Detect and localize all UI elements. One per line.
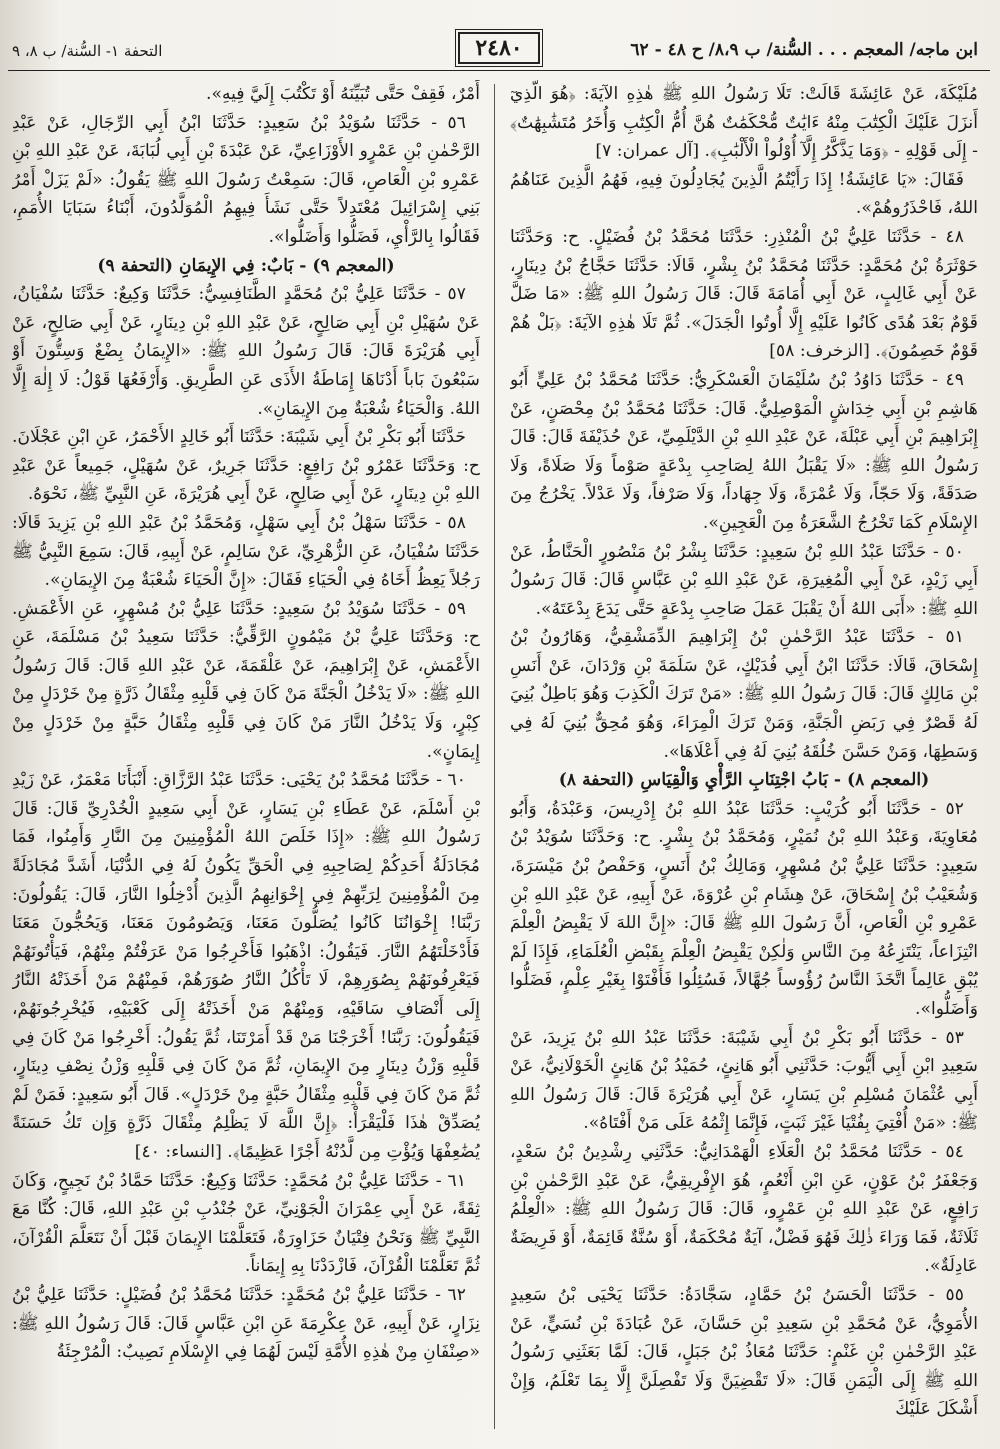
hadith-paragraph: أَمْرٌ، فَقِفْ حَتَّى تُبَيِّنَهُ أَوْ تَكْتُبَ إِلَيَّ فِيهِ». — [205, 84, 480, 104]
hadith-paragraph: ٥٣ - حَدَّثَنَا أَبُو بَكْرِ بْنُ أَبِي شَيْبَةَ: حَدَّثَنَا عَبْدُ اللهِ بْنُ يَزِيدَ، عَنْ سَعِيدِ ابْنِ أَبِي أَيُّوبَ: حَدَّثَنِي أَبُو هَانِئٍ، حُمَيْدُ بْنُ هَانِئٍ الْخَوْلَانِيُّ، عَنْ أَبِي عُثْمَانَ مُسْلِمِ بْنِ يَسَارٍ، عَنْ أَبِي هُرَيْرَةَ قَالَ: قَالَ رَسُولُ اللهِ ﷺ: «مَنْ أُفْتِيَ بِفُتْيَا غَيْرَ ثَبَتٍ، فَإِنَّمَا إِثْمُهُ عَلَى مَنْ أَفْتَاهُ». — [510, 1027, 978, 1134]
page-number-box: ٢٤٨٠ — [458, 32, 540, 64]
hadith-paragraph: ٤٨ - حَدَّثَنَا عَلِيُّ بْنُ الْمُنْذِرِ: حَدَّثَنَا مُحَمَّدُ بْنُ فُضَيْلٍ. ح: وَحَدَّثَنَا حَوْثَرَةُ بْنُ مُحَمَّدٍ: حَدَّثَنَا مُحَمَّدُ بْنُ بِشْرٍ، قَالَا: حَدَّثَنَا حَجَّاجُ بْنُ دِينَارٍ، عَنْ أَبِي غَالِبٍ، عَنْ أَبِي أُمَامَةَ قَالَ: قَالَ رَسُولُ اللهِ ﷺ: «مَا ضَلَّ قَوْمٌ بَعْدَ هُدًى كَانُوا عَلَيْهِ إِلَّا أُوتُوا الْجَدَلَ». ثُمَّ تَلَا هٰذِهِ الآيَةَ: ﴿بَلْ هُمْ قَوْمٌ خَصِمُونَ﴾. [الزخرف: ٥٨] — [510, 226, 978, 362]
hadith-paragraph: ٦١ - حَدَّثَنَا عَلِيُّ بْنُ مُحَمَّدٍ: حَدَّثَنَا وَكِيعٌ: حَدَّثَنَا حَمَّادُ بْنُ نَجِيحٍ، وَكَانَ ثِقَةً، عَنْ أَبِي عِمْرَانَ الْجَوْنِيِّ، عَنْ جُنْدُبِ بْنِ عَبْدِ اللهِ، قَالَ: كُنَّا مَعَ النَّبِيِّ ﷺ وَنَحْنُ فِتْيَانٌ حَزَاوِرَةٌ، فَتَعَلَّمْنَا الإِيمَانَ قَبْلَ أَنْ نَتَعَلَّمَ الْقُرْآنَ، ثُمَّ تَعَلَّمْنَا الْقُرْآنَ، فَازْدَدْنَا بِهِ إِيمَاناً. — [12, 1170, 480, 1277]
column-divider — [494, 84, 495, 1429]
hadith-paragraph: ٥٠ - حَدَّثَنَا عَبْدُ اللهِ بْنُ سَعِيدٍ: حَدَّثَنَا بِشْرُ بْنُ مَنْصُورٍ الْحَنَّاطُ، عَنْ أَبِي زَيْدٍ، عَنْ أَبِي الْمُغِيرَةِ، عَنْ عَبْدِ اللهِ بْنِ عَبَّاسٍ قَالَ: قَالَ رَسُولُ اللهِ ﷺ: «أَبَى اللهُ أَنْ يَقْبَلَ عَمَلَ صَاحِبِ بِدْعَةٍ حَتَّى يَدَعَ بِدْعَتَهُ». — [510, 541, 978, 619]
hadith-paragraph: فَقَالَ: «يَا عَائِشَةُ! إِذَا رَأَيْتُمُ الَّذِينَ يُجَادِلُونَ فِيهِ، فَهُمُ الَّذِينَ عَنَاهُمُ اللهُ، فَاحْذَرُوهُمْ». — [510, 169, 978, 219]
chapter-heading: (المعجم ٩) - بَابٌ: فِي الإِيمَانِ (التحفة ٩) — [97, 255, 395, 276]
chapter-heading: (المعجم ٨) - بَابُ اجْتِنَابِ الرَّأْيِ وَالْقِيَاسِ (التحفة ٨) — [558, 770, 930, 791]
hadith-paragraph: ٥٢ - حَدَّثَنَا أَبُو كُرَيْبٍ: حَدَّثَنَا عَبْدُ اللهِ بْنُ إِدْرِيسَ، وَعَبْدَةُ، وَأَبُو مُعَاوِيَةَ، وَعَبْدُ اللهِ بْنُ نُمَيْرٍ، وَمُحَمَّدُ بْنُ بِشْرٍ. ح: وَحَدَّثَنَا سُوَيْدُ بْنُ سَعِيدٍ: حَدَّثَنَا عَلِيُّ بْنُ مُسْهِرٍ، وَمَالِكُ بْنُ أَنَسٍ، وَحَفْصُ بْنُ مَيْسَرَةَ، وَشُعَيْبُ بْنُ إِسْحَاقَ، عَنْ هِشَامِ بْنِ عُرْوَةَ، عَنْ أَبِيهِ، عَنْ عَبْدِ اللهِ بْنِ عَمْرِو بْنِ الْعَاصِ، أَنَّ رَسُولَ اللهِ ﷺ قَالَ: «إِنَّ اللهَ لَا يَقْبِضُ الْعِلْمَ انْتِزَاعاً، يَنْتَزِعُهُ مِنَ النَّاسِ وَلٰكِنْ يَقْبِضُ الْعِلْمَ بِقَبْضِ الْعُلَمَاءِ، فَإِذَا لَمْ يُبْقِ عَالِماً اتَّخَذَ النَّاسُ رُؤُوساً جُهَّالاً، فَسُئِلُوا فَأَفْتَوْا بِغَيْرِ عِلْمٍ، فَضَلُّوا وَأَضَلُّوا». — [510, 798, 978, 1019]
hadith-paragraph: ٦٠ - حَدَّثَنَا مُحَمَّدُ بْنُ يَحْيَى: حَدَّثَنَا عَبْدُ الرَّزَّاقِ: أَنْبَأَنَا مَعْمَرٌ، عَنْ زَيْدِ بْنِ أَسْلَمَ، عَنْ عَطَاءِ بْنِ يَسَارٍ، عَنْ أَبِي سَعِيدٍ الْخُدْرِيِّ قَالَ: قَالَ رَسُولُ اللهِ ﷺ: «إِذَا خَلَصَ اللهُ الْمُؤْمِنِينَ مِنَ النَّارِ وَأَمِنُوا، فَمَا مُجَادَلَةُ أَحَدِكُمْ لِصَاحِبِهِ فِي الْحَقِّ يَكُونُ لَهُ فِي الدُّنْيَا، أَشَدَّ مُجَادَلَةً مِنَ الْمُؤْمِنِينَ لِرَبِّهِمْ فِي إِخْوَانِهِمُ الَّذِينَ أُدْخِلُوا النَّارَ، قَالَ: يَقُولُونَ: رَبَّنَا! إِخْوَانُنَا كَانُوا يُصَلُّونَ مَعَنَا، وَيَصُومُونَ مَعَنَا، وَيَحُجُّونَ مَعَنَا فَأَدْخَلْتَهُمُ النَّارَ. فَيَقُولُ: اذْهَبُوا فَأَخْرِجُوا مَنْ عَرَفْتُمْ مِنْهُمْ، فَيَأْتُونَهُمْ فَيَعْرِفُونَهُمْ بِصُوَرِهِمْ، لَا تَأْكُلُ النَّارُ صُوَرَهُمْ، فَمِنْهُمْ مَنْ أَخَذَتْهُ النَّارُ إِلَى أَنْصَافِ سَاقَيْهِ، وَمِنْهُمْ مَنْ أَخَذَتْهُ إِلَى كَعْبَيْهِ، فَيُخْرِجُونَهُمْ، فَيَقُولُونَ: رَبَّنَا! أَخْرَجْنَا مَنْ قَدْ أَمَرْتَنَا، ثُمَّ يَقُولُ: أَخْرِجُوا مَنْ كَانَ فِي قَلْبِهِ وَزْنُ دِينَارٍ مِنَ الإِيمَانِ، ثُمَّ مَنْ كَانَ فِي قَلْبِهِ وَزْنُ نِصْفِ دِينَارٍ، ثُمَّ مَنْ كَانَ فِي قَلْبِهِ مِثْقَالُ حَبَّةٍ مِنْ خَرْدَلٍ». قَالَ أَبُو سَعِيدٍ: فَمَنْ لَمْ يُصَدِّقْ هٰذَا فَلْيَقْرَأْ: ﴿إِنَّ اللَّهَ لَا يَظْلِمُ مِثْقَالَ ذَرَّةٍ وَإِن تَكُ حَسَنَةً يُضَٰعِفْهَا وَيُؤْتِ مِن لَّدُنْهُ أَجْرًا عَظِيمًا﴾. [النساء: ٤٠] — [12, 770, 480, 1162]
hadith-paragraph: ٥٤ - حَدَّثَنَا مُحَمَّدُ بْنُ الْعَلَاءِ الْهَمْدَانِيُّ: حَدَّثَنِي رِشْدِينُ بْنُ سَعْدٍ، وَجَعْفَرُ بْنُ عَوْنٍ، عَنِ ابْنِ أَنْعُمٍ، هُوَ الإِفْرِيقِيُّ، عَنْ عَبْدِ الرَّحْمٰنِ بْنِ رَافِعٍ، عَنْ عَبْدِ اللهِ بْنِ عَمْرٍو، قَالَ: قَالَ رَسُولُ اللهِ ﷺ: «الْعِلْمُ ثَلَاثَةٌ، فَمَا وَرَاءَ ذٰلِكَ فَهُوَ فَضْلٌ، آيَةٌ مُحْكَمَةٌ، أَوْ سُنَّةٌ قَائِمَةٌ، أَوْ فَرِيضَةٌ عَادِلَةٌ». — [510, 1141, 978, 1277]
left-column — [12, 80, 480, 1435]
header-rule — [8, 70, 990, 71]
hadith-paragraph: ٦٢ - حَدَّثَنَا عَلِيُّ بْنُ مُحَمَّدٍ: حَدَّثَنَا مُحَمَّدُ بْنُ فُضَيْلٍ: حَدَّثَنَا عَلِيُّ بْنُ نِزَارٍ، عَنْ أَبِيهِ، عَنْ عِكْرِمَةَ عَنِ ابْنِ عَبَّاسٍ قَالَ: قَالَ رَسُولُ اللهِ ﷺ: «صِنْفَانِ مِنْ هٰذِهِ الأُمَّةِ لَيْسَ لَهُمَا فِي الإِسْلَامِ نَصِيبٌ: الْمُرْجِئَةُ — [12, 1284, 480, 1363]
hadith-paragraph: ٥٧ - حَدَّثَنَا عَلِيُّ بْنُ مُحَمَّدٍ الطَّنَافِسِيُّ: حَدَّثَنَا وَكِيعٌ: حَدَّثَنَا سُفْيَانُ، عَنْ سُهَيْلِ بْنِ أَبِي صَالِحٍ، عَنْ عَبْدِ اللهِ بْنِ دِينَارٍ، عَنْ أَبِي صَالِحٍ، عَنْ أَبِي هُرَيْرَةَ قَالَ: قَالَ رَسُولُ اللهِ ﷺ: «الإِيمَانُ بِضْعٌ وَسِتُّونَ أَوْ سَبْعُونَ بَاباً أَدْنَاهَا إِمَاطَةُ الأَذَى عَنِ الطَّرِيقِ. وَأَرْفَعُهَا قَوْلُ: لَا إِلٰهَ إِلَّا اللهُ. وَالْحَيَاءُ شُعْبَةٌ مِنَ الإِيمَانِ». — [12, 284, 480, 419]
hadith-paragraph: ٥٥ - حَدَّثَنَا الْحَسَنُ بْنُ حَمَّادٍ، سَجَّادَةُ: حَدَّثَنَا يَحْيَى بْنُ سَعِيدٍ الأُمَوِيُّ، عَنْ مُحَمَّدِ بْنِ سَعِيدِ بْنِ حَسَّانَ، عَنْ عُبَادَةَ بْنِ نُسَيٍّ، عَنْ عَبْدِ الرَّحْمٰنِ بْنِ غَنْمٍ: حَدَّثَنَا مُعَاذُ بْنُ جَبَلٍ، قَالَ: لَمَّا بَعَثَنِي رَسُولُ اللهِ ﷺ إِلَى الْيَمَنِ قَالَ: «لَا تَقْضِيَنَّ وَلَا تَفْصِلَنَّ إِلَّا بِمَا تَعْلَمُ، وَإِنْ أَشْكَلَ عَلَيْكَ — [510, 1284, 978, 1420]
hadith-paragraph: مُلَيْكَةَ، عَنْ عَائِشَةَ قَالَتْ: تَلَا رَسُولُ اللهِ ﷺ هٰذِهِ الآيَةَ: ﴿هُوَ الَّذِيٓ أَنزَلَ عَلَيْكَ الْكِتَٰبَ مِنْهُ ءَايَٰتٌ مُّحْكَمَٰتٌ هُنَّ أُمُّ الْكِتَٰبِ وَأُخَرُ مُتَشَٰبِهَٰتٌ﴾ - إِلَى قَوْلِهِ - ﴿وَمَا يَذَّكَّرُ إِلَّآ أُوْلُواْ الْأَلْبَٰبِ﴾. [آل عمران: ٧] — [510, 84, 978, 162]
page-header — [0, 30, 1000, 66]
hadith-paragraph: ٥١ - حَدَّثَنَا عَبْدُ الرَّحْمٰنِ بْنُ إِبْرَاهِيمَ الدِّمَشْقِيُّ، وَهَارُونُ بْنُ إِسْحَاقَ، قَالَا: حَدَّثَنَا ابْنُ أَبِي فُدَيْكٍ، عَنْ سَلَمَةَ بْنِ وَرْدَانَ، عَنْ أَنَسِ بْنِ مَالِكٍ قَالَ: قَالَ رَسُولُ اللهِ ﷺ: «مَنْ تَرَكَ الْكَذِبَ وَهُوَ بَاطِلٌ بُنِيَ لَهُ قَصْرٌ فِي رَبَضِ الْجَنَّةِ، وَمَنْ تَرَكَ الْمِرَاءَ، وَهُوَ مُحِقٌّ بُنِيَ لَهُ فِي وَسَطِهَا، وَمَنْ حَسَّنَ خُلُقَهُ بُنِيَ لَهُ فِي أَعْلَاهَا». — [510, 627, 978, 762]
running-head-right: ابن ماجه/ المعجم . . . السُّنة/ ب ٨،٩/ ح ٤٨ - ٦٢ — [630, 40, 978, 60]
hadith-paragraph: ٥٩ - حَدَّثَنَا سُوَيْدُ بْنُ سَعِيدٍ: حَدَّثَنَا عَلِيُّ بْنُ مُسْهِرٍ، عَنِ الأَعْمَشِ. ح: وَحَدَّثَنَا عَلِيُّ بْنُ مَيْمُونٍ الرَّقِّيُّ: حَدَّثَنَا سَعِيدُ بْنُ مَسْلَمَةَ، عَنِ الأَعْمَشِ، عَنْ إِبْرَاهِيمَ، عَنْ عَلْقَمَةَ، عَنْ عَبْدِ اللهِ قَالَ: قَالَ رَسُولُ اللهِ ﷺ: «لَا يَدْخُلُ الْجَنَّةَ مَنْ كَانَ فِي قَلْبِهِ مِثْقَالُ ذَرَّةٍ مِنْ خَرْدَلٍ مِنْ كِبْرٍ، وَلَا يَدْخُلُ النَّارَ مَنْ كَانَ فِي قَلْبِهِ مِثْقَالُ حَبَّةٍ مِنْ خَرْدَلٍ مِنْ إِيمَانٍ». — [12, 598, 480, 762]
hadith-paragraph: حَدَّثَنَا أَبُو بَكْرِ بْنُ أَبِي شَيْبَةَ: حَدَّثَنَا أَبُو خَالِدٍ الأَحْمَرُ، عَنِ ابْنِ عَجْلَانَ. ح: وَحَدَّثَنَا عَمْرُو بْنُ رَافِعٍ: حَدَّثَنَا جَرِيرٌ، عَنْ سُهَيْلٍ، جَمِيعاً عَنْ عَبْدِ اللهِ بْنِ دِينَارٍ، عَنْ أَبِي صَالِحٍ، عَنْ أَبِي هُرَيْرَةَ، عَنِ النَّبِيِّ ﷺ، نَحْوَهُ. — [12, 427, 480, 505]
hadith-paragraph: ٥٨ - حَدَّثَنَا سَهْلُ بْنُ أَبِي سَهْلٍ، وَمُحَمَّدُ بْنُ عَبْدِ اللهِ بْنِ يَزِيدَ قَالَا: حَدَّثَنَا سُفْيَانُ، عَنِ الزُّهْرِيِّ، عَنْ سَالِمٍ، عَنْ أَبِيهِ، قَالَ: سَمِعَ النَّبِيُّ ﷺ رَجُلاً يَعِظُ أَخَاهُ فِي الْحَيَاءِ فَقَالَ: «إِنَّ الْحَيَاءَ شُعْبَةٌ مِنَ الإِيمَانِ». — [12, 512, 480, 591]
hadith-paragraph: ٥٦ - حَدَّثَنَا سُوَيْدُ بْنُ سَعِيدٍ: حَدَّثَنَا ابْنُ أَبِي الرِّجَالِ، عَنْ عَبْدِ الرَّحْمٰنِ بْنِ عَمْرٍو الأَوْزَاعِيِّ، عَنْ عَبْدَةَ بْنِ أَبِي لُبَابَةَ، عَنْ عَبْدِ اللهِ بْنِ عَمْرِو بْنِ الْعَاصِ، قَالَ: سَمِعْتُ رَسُولَ اللهِ ﷺ يَقُولُ: «لَمْ يَزَلْ أَمْرُ بَنِي إِسْرَائِيلَ مُعْتَدِلاً حَتَّى نَشَأَ فِيهِمُ الْمُوَلَّدُونَ، أَبْنَاءُ سَبَايَا الأُمَمِ، فَقَالُوا بِالرَّأْيِ، فَضَلُّوا وَأَضَلُّوا». — [12, 112, 480, 247]
running-head-left: التحفة ١- السُّنة/ ب ٨، ٩ — [12, 42, 163, 60]
right-column — [510, 80, 978, 1435]
hadith-paragraph: ٤٩ - حَدَّثَنَا دَاوُدُ بْنُ سُلَيْمَانَ الْعَسْكَرِيُّ: حَدَّثَنَا مُحَمَّدُ بْنُ عَلِيٍّ أَبُو هَاشِمِ بْنِ أَبِي خِدَاشٍ الْمَوْصِلِيُّ. قَالَ: حَدَّثَنَا مُحَمَّدُ بْنُ مِحْصَنٍ، عَنْ إِبْرَاهِيمَ بْنِ أَبِي عَبْلَةَ، عَنْ عَبْدِ اللهِ بْنِ الدَّيْلَمِيِّ، عَنْ حُذَيْفَةَ قَالَ: قَالَ رَسُولُ اللهِ ﷺ: «لَا يَقْبَلُ اللهُ لِصَاحِبِ بِدْعَةٍ صَوْماً وَلَا صَلَاةً، وَلَا صَدَقَةً، وَلَا حَجّاً، وَلَا عُمْرَةً، وَلَا جِهَاداً، وَلَا صَرْفاً، وَلَا عَدْلاً. يَخْرُجُ مِنَ الإِسْلَامِ كَمَا تَخْرُجُ الشَّعَرَةُ مِنَ الْعَجِينِ». — [510, 369, 978, 533]
